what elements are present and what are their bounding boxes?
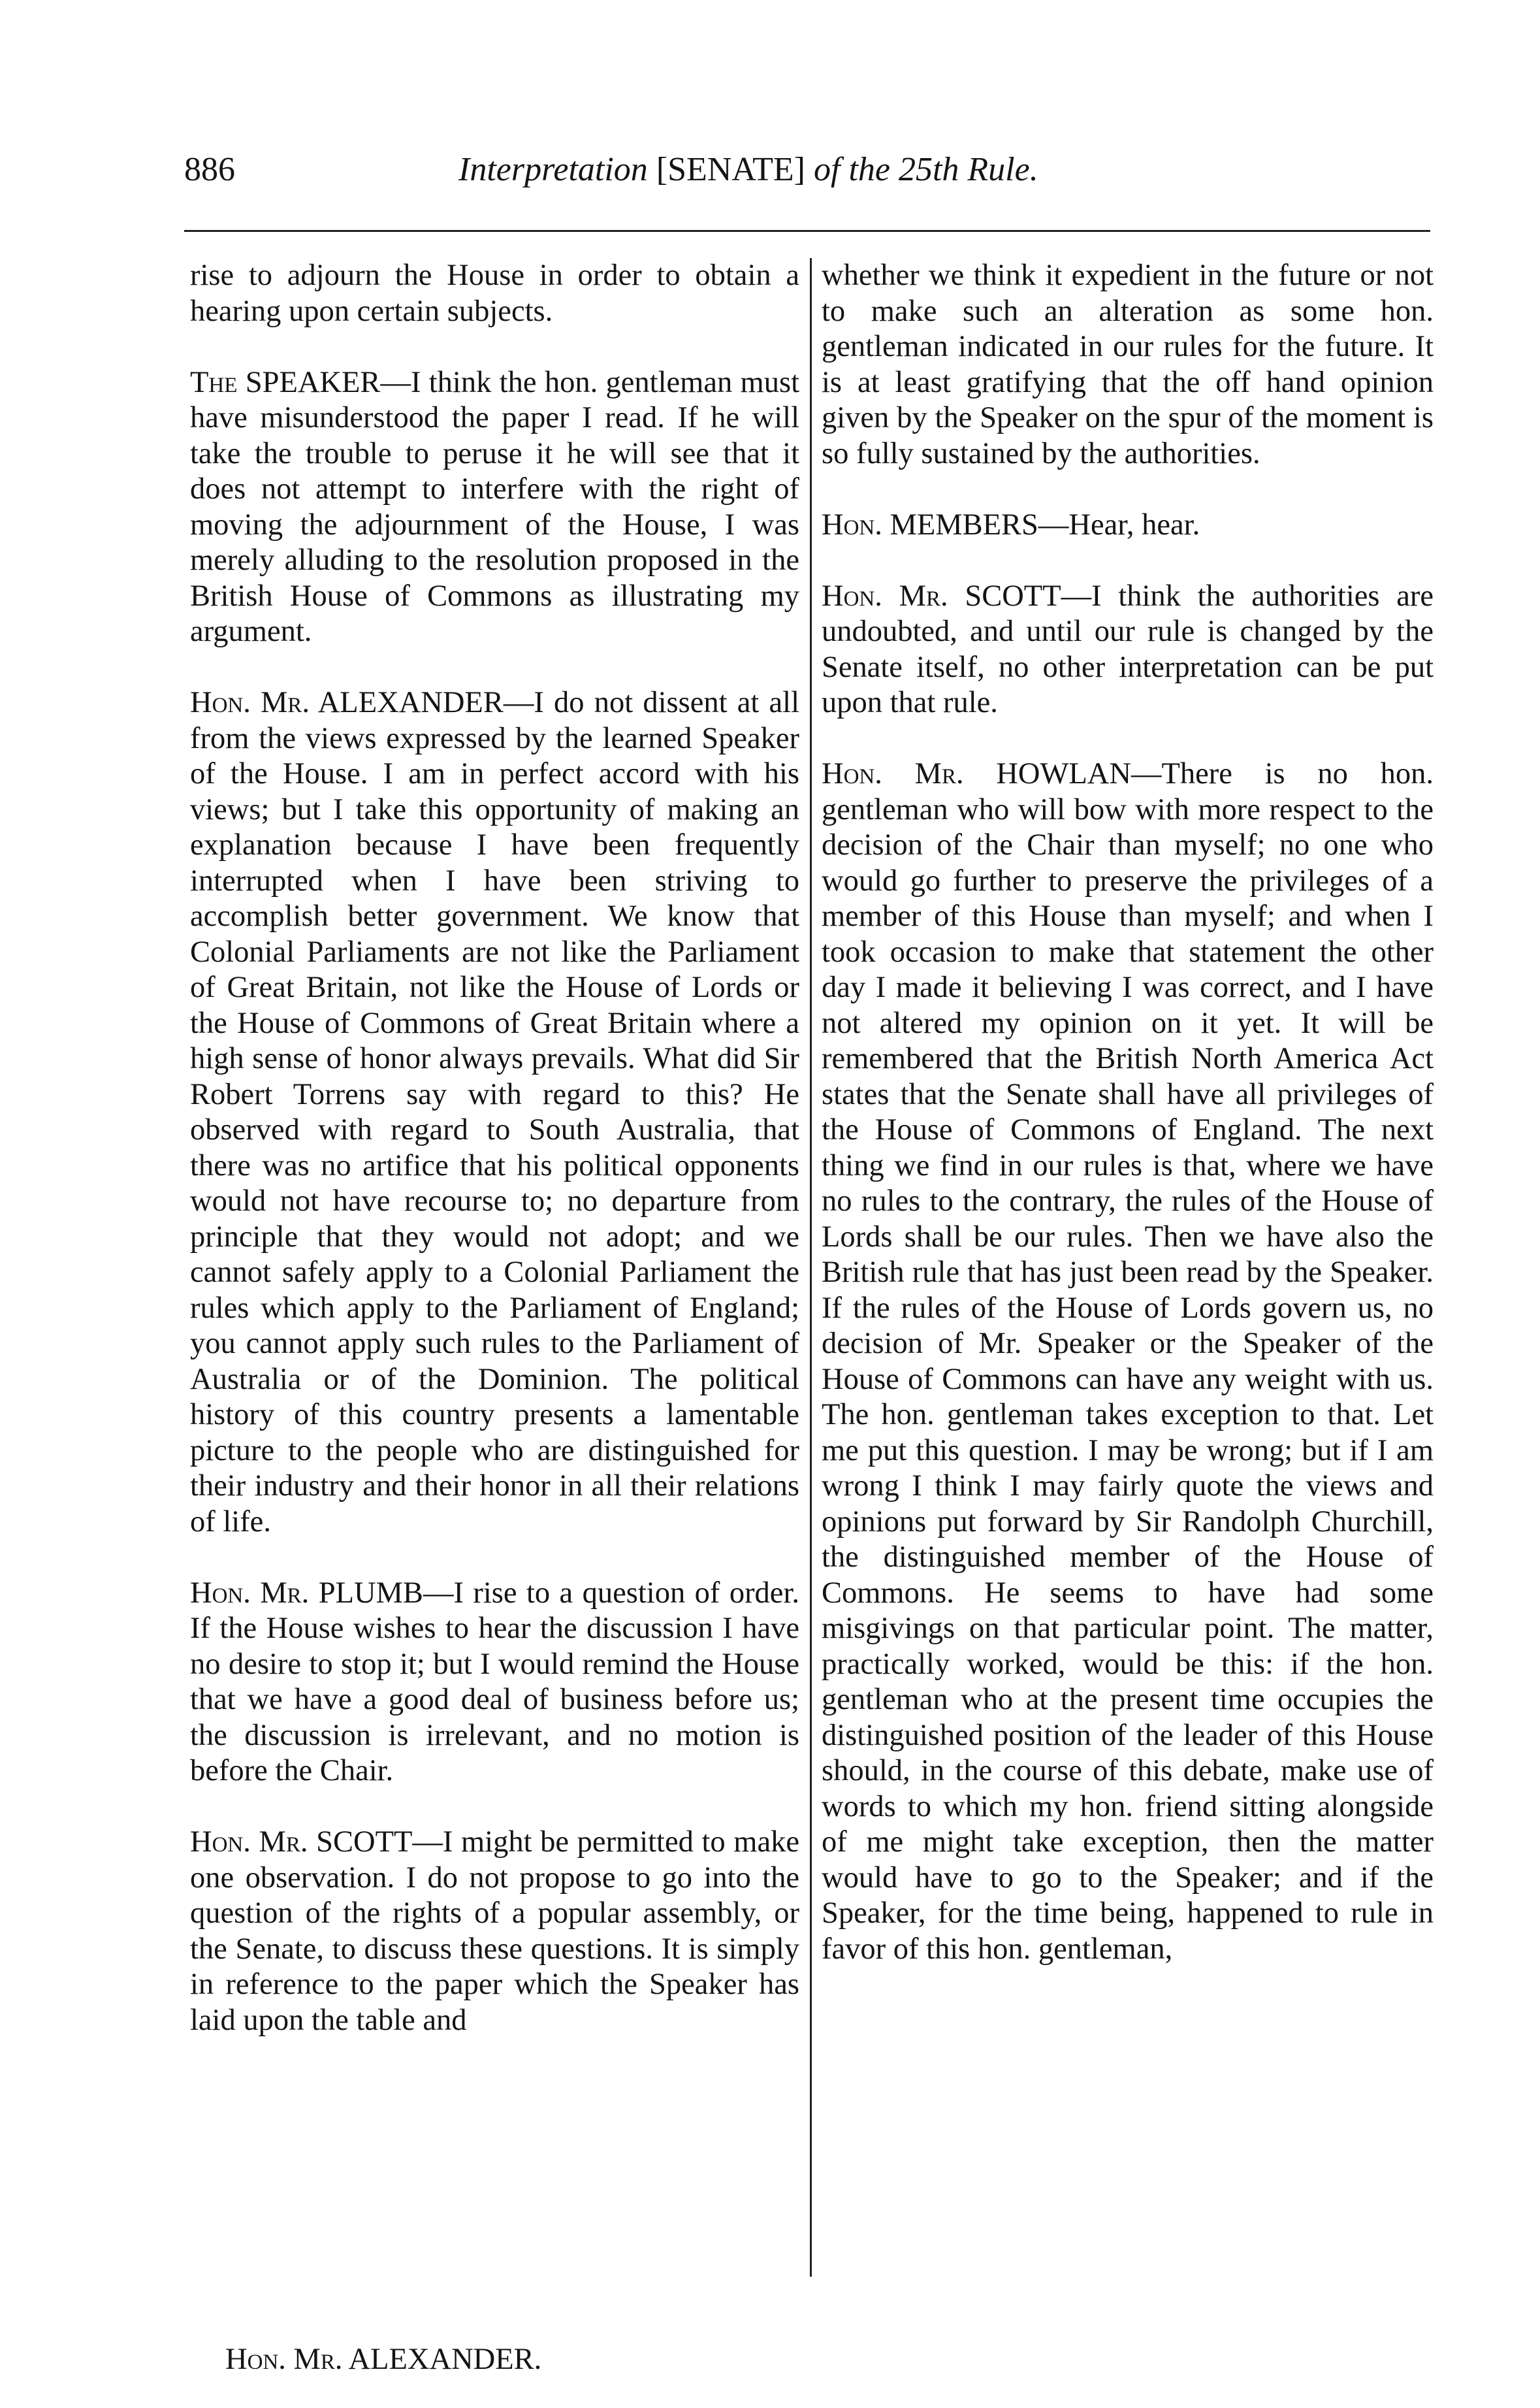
running-title-part2: [SENATE]	[656, 151, 805, 188]
speaker-name: Hon. Mr. ALEXANDER	[190, 686, 504, 719]
speech-scott	[190, 1825, 799, 2038]
page-number: 886	[184, 151, 235, 188]
column-divider	[810, 258, 812, 2277]
speaker-name: Hon. MEMBERS	[822, 508, 1038, 542]
running-title	[458, 150, 1038, 189]
right-column	[822, 258, 1434, 1967]
header-rule	[184, 230, 1430, 232]
running-title-part1: Interpretation	[458, 151, 648, 188]
speaker-name: Hon. Mr. PLUMB	[190, 1576, 423, 1610]
page-header	[184, 145, 1430, 204]
speech-howlan	[822, 757, 1434, 1967]
speaker-name: The SPEAKER	[190, 365, 381, 399]
running-title-part3: of the 25th Rule.	[814, 151, 1038, 188]
speech-text: —I rise to a question of order. If the House wishes to hear the discussion I have no desire to stop it; but I would remind the House that we have a good deal of business before us; the discussion is irrelevant, and no motion is before the Chair.	[190, 1576, 799, 1787]
speech-text: —I might be permitted to make one observation. I do not propose to go into the question of the rights of a popular assembly, or the Senate, to discuss these questions. It is simply in reference to the paper which the Speaker has laid upon the table and	[190, 1825, 799, 2037]
catchword: Hon. Mr. ALEXANDER.	[225, 2343, 542, 2376]
left-column	[190, 258, 799, 2038]
speaker-name: Hon. Mr. SCOTT	[190, 1825, 413, 1859]
speech-speaker	[190, 365, 799, 650]
speaker-name: Hon. Mr. HOWLAN	[822, 757, 1131, 790]
speech-scott	[822, 579, 1434, 721]
paragraph-continuation: whether we think it expedient in the future or not to make such an alteration as some hon. gentleman indicated in our rules for the future. It is at least gratifying that the off hand opinion given by the Speaker on the spur of the moment is so fully sustained by the authorities.	[822, 259, 1434, 470]
speech-text: —I think the authorities are undoubted, and until our rule is changed by the Senate itself, no other interpretation can be put upon that rule.	[822, 579, 1434, 719]
speech-plumb	[190, 1576, 799, 1789]
speaker-name: Hon. Mr. SCOTT	[822, 579, 1061, 613]
paragraph-continuation: rise to adjourn the House in order to obtain a hearing upon certain subjects.	[190, 259, 799, 328]
speech-text: —There is no hon. gentleman who will bow with more respect to the decision of the Chair than myself; no one who would go further to preserve the privileges of a member of this House than myself; and when I took occasion to make that statement the other day I made it believing I was correct, and I have not altered my opinion on it yet. It will be remembered that the British North America Act states that the Senate shall have all privileges of the House of Commons of England. The next thing we find in our rules is that, where we have no rules to the contrary, the rules of the House of Lords shall be our rules. Then we have also the British rule that has just been read by the Speaker. If the rules of the House of Lords govern us, no decision of Mr. Speaker or the Speaker of the House of Commons can have any weight with us. The hon. gentleman takes exception to that. Let me put this question. I may be wrong; but if I am wrong I think I may fairly quote the views and opinions put forward by Sir Randolph Churchill, the distinguished member of the House of Commons. He seems to have had some misgivings on that particular point. The matter, practically worked, would be this: if the hon. gentleman who at the present time occupies the distinguished position of the leader of this House should, in the course of this debate, make use of words to which my hon. friend sitting alongside of me might take exception, then the matter would have to go to the Speaker; and if the Speaker, for the time being, happened to rule in favor of this hon. gentleman,	[822, 757, 1434, 1966]
speech-text: —I think the hon. gentleman must have misunderstood the paper I read. If he will take the trouble to peruse it he will see that it does not attempt to interfere with the right of moving the adjournment of the House, I was merely alluding to the resolution proposed in the British House of Commons as illustrating my argument.	[190, 365, 799, 648]
speech-text: —Hear, hear.	[1038, 508, 1200, 542]
speech-members	[822, 508, 1434, 544]
speech-alexander	[190, 685, 799, 1540]
speech-text: —I do not dissent at all from the views expressed by the learned Speaker of the House. I am in perfect accord with his views; but I take this opportunity of making an explanation because I have been frequently interrupted when I have been striving to accomplish better government. We know that Colonial Parliaments are not like the Parliament of Great Britain, not like the House of Lords or the House of Commons of Great Britain where a high sense of honor always prevails. What did Sir Robert Torrens say with regard to this? He observed with regard to South Australia, that there was no artifice that his political opponents would not have recourse to; no departure from principle that they would not adopt; and we cannot safely apply to a Colonial Parliament the rules which apply to the Parliament of England; you cannot apply such rules to the Parliament of Australia or of the Dominion. The political history of this country presents a lamentable picture to the people who are distinguished for their industry and their honor in all their relations of life.	[190, 686, 800, 1538]
